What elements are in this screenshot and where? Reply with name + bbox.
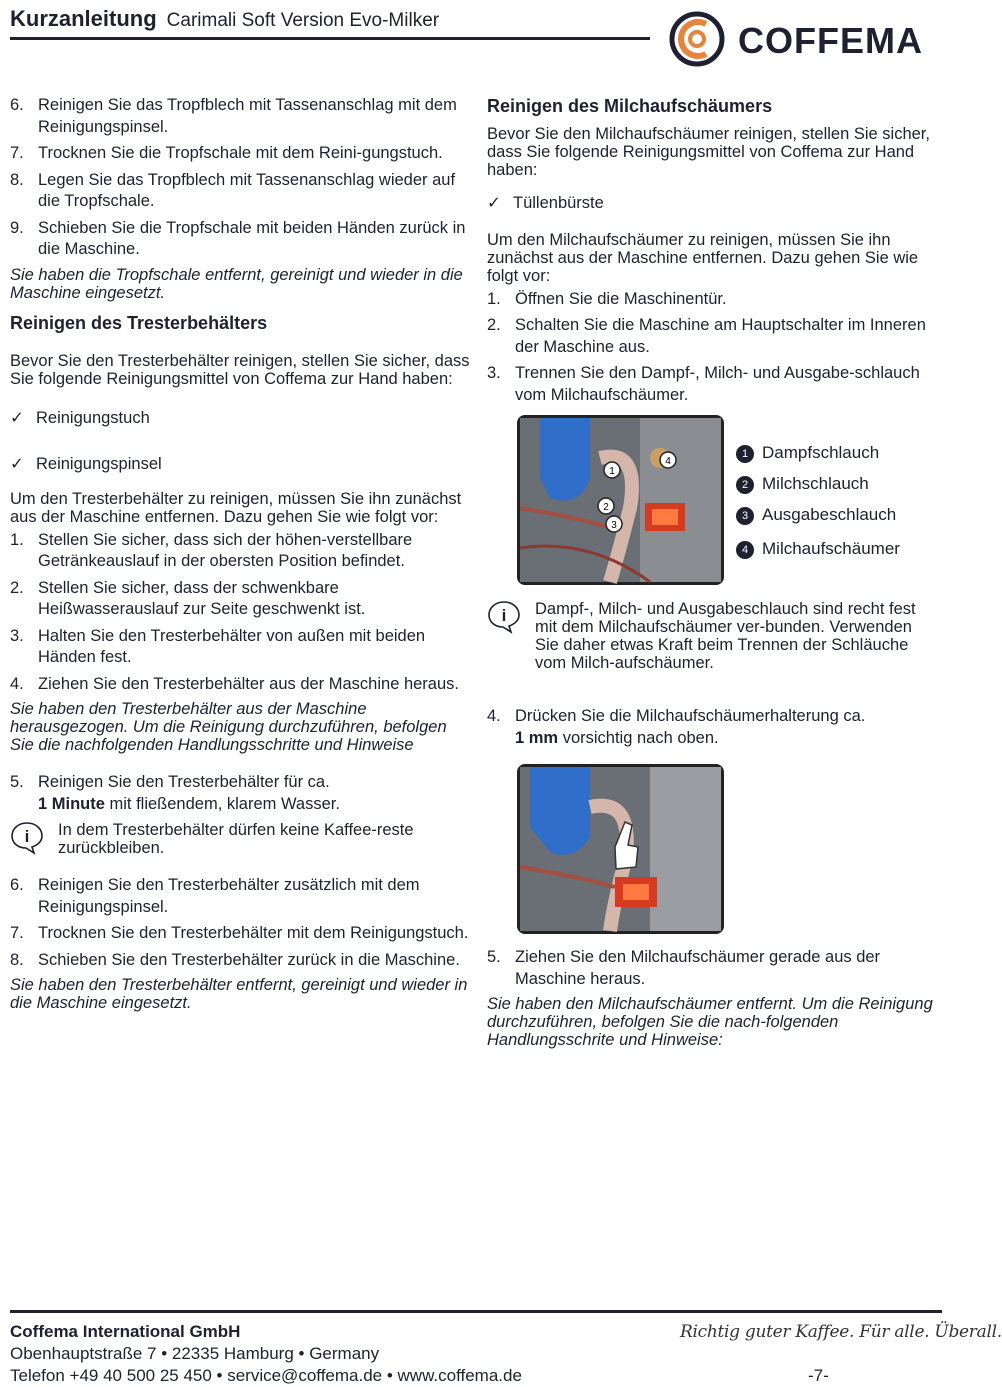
list-item: 4. Drücken Sie die Milchaufschäumerhalterung ca. 1 mm vorsichtig nach oben. [487, 707, 866, 747]
legend-item: 4 Milchaufschäumer [736, 539, 900, 559]
section-heading: Reinigen des Milchaufschäumers [487, 96, 773, 116]
svg-text:3: 3 [611, 520, 617, 531]
result-text: Sie haben den Milchaufschäumer entfernt. Um die Reinigung durchzuführen, befolgen Sie die nach-folgenden Handlungsschrite und Hinweise: [487, 995, 933, 1049]
footer-rule [10, 1310, 942, 1313]
info-note [10, 821, 470, 857]
legend-item: 3 Ausgabeschlauch [736, 505, 896, 525]
result-text: Sie haben die Tropfschale entfernt, gereinigt und wieder in die Maschine eingesetzt. [10, 265, 463, 302]
list-item: 1. Stellen Sie sicher, dass sich der höhen-verstellbare Getränkeauslauf in der obersten Position befindet. [10, 530, 413, 570]
page-number: -7- [808, 1366, 829, 1385]
intro-text: Bevor Sie den Tresterbehälter reinigen, stellen Sie sicher, dass Sie folgende Reinigungsmittel von Coffema zur Hand haben: [10, 351, 470, 388]
list-item: 3. Halten Sie den Tresterbehälter von außen mit beiden Händen fest. [10, 626, 426, 666]
check-icon: ✓ [10, 455, 24, 473]
header-subtitle: Carimali Soft Version Evo-Milker [166, 10, 440, 31]
section-heading: Reinigen des Tresterbehälters [10, 312, 268, 333]
frother-hoses-photo [517, 415, 724, 585]
list-item: 3. Trennen Sie den Dampf-, Milch- und Ausgabe-schlauch vom Milchaufschäumer. [487, 364, 920, 404]
list-item: 8. Schieben Sie den Tresterbehälter zurück in die Maschine. [10, 950, 460, 969]
header-rule [10, 37, 650, 40]
list-item: 6. Reinigen Sie den Tresterbehälter zusätzlich mit dem Reinigungspinsel. [10, 876, 420, 916]
intro-text: Bevor Sie den Milchaufschäumer reinigen, stellen Sie sicher, dass Sie folgende Reinigungsmittel von Coffema zur Hand haben: [487, 125, 930, 179]
grounds-container-steps [10, 530, 470, 696]
svg-text:i: i [501, 606, 507, 625]
list-item: 9. Schieben Sie die Tropfschale mit beiden Händen zurück in die Maschine. [10, 218, 466, 258]
checklist-item: ✓ Reinigungspinsel [10, 454, 470, 476]
checklist-item: ✓ Tüllenbürste [487, 193, 942, 215]
list-item: 7. Trocknen Sie die Tropfschale mit dem Reini-gungstuch. [10, 144, 443, 162]
info-icon [10, 821, 44, 855]
frother-holder-photo [517, 764, 724, 934]
grounds-end-steps [10, 875, 470, 971]
list-item: 5. Ziehen Sie den Milchaufschäumer gerade aus der Maschine heraus. [487, 948, 881, 988]
result-text: Sie haben den Tresterbehälter aus der Maschine herausgezogen. Um die Reinigung durchzuführen, befolgen Sie die nachfolgenden Handlungsschritte und Hinweise [10, 700, 447, 754]
svg-text:2: 2 [603, 502, 609, 513]
header-title: Kurzanleitung [10, 6, 157, 31]
step-5 [487, 947, 942, 1049]
footer-company: Coffema International GmbH [10, 1322, 241, 1341]
list-item: 4. Ziehen Sie den Tresterbehälter aus der Maschine heraus. [10, 674, 459, 693]
list-item: 5. Reinigen Sie den Tresterbehälter für ca. 1 Minute mit fließendem, klarem Wasser. [10, 773, 340, 813]
logo-text: COFFEMA [738, 20, 923, 61]
coffema-logo-icon [668, 10, 730, 68]
intro-text: Um den Tresterbehälter zu reinigen, müssen Sie ihn zunächst aus der Maschine entfernen. Dazu gehen Sie wie folgt vor: [10, 489, 462, 526]
info-icon [487, 600, 521, 634]
footer-address: Obenhauptstraße 7 • 22335 Hamburg • Germany [10, 1344, 380, 1363]
svg-text:1: 1 [609, 466, 615, 477]
check-icon: ✓ [10, 408, 24, 427]
svg-text:4: 4 [665, 456, 671, 467]
svg-text:i: i [24, 827, 30, 846]
footer-slogan: Richtig guter Kaffee. Für alle. Überall. [680, 1322, 1002, 1342]
page-header [10, 6, 439, 32]
list-item: 8. Legen Sie das Tropfblech mit Tassenanschlag wieder auf die Tropfschale. [10, 170, 456, 210]
list-item: 2. Schalten Sie die Maschine am Hauptschalter im Inneren der Maschine aus. [487, 316, 926, 356]
result-text: Sie haben den Tresterbehälter entfernt, gereinigt und wieder in die Maschine eingesetzt. [10, 976, 468, 1012]
coffema-logo [668, 10, 948, 68]
frother-steps [487, 289, 942, 407]
footer-contact: Telefon +49 40 500 25 450 • service@coffema.de • www.coffema.de [10, 1366, 522, 1385]
checklist-item: ✓ Reinigungstuch [10, 408, 470, 430]
list-item: 6. Reinigen Sie das Tropfblech mit Tassenanschlag mit dem Reinigungspinsel. [10, 96, 457, 136]
drip-tray-steps [10, 95, 470, 261]
list-item: 1. Öffnen Sie die Maschinentür. [487, 289, 727, 308]
info-note [487, 600, 917, 672]
list-item: 7. Trocknen Sie den Tresterbehälter mit dem Reinigungstuch. [10, 924, 469, 942]
intro-text: Um den Milchaufschäumer zu reinigen, müssen Sie ihn zunächst aus der Maschine entfernen. Dazu gehen Sie wie folgt vor: [487, 230, 919, 285]
check-icon: ✓ [487, 194, 501, 212]
list-item: 2. Stellen Sie sicher, dass der schwenkbare Heißwasserauslauf zur Seite geschwenkt ist. [10, 578, 366, 618]
legend-item: 1 Dampfschlauch [736, 443, 879, 463]
step-4 [487, 706, 942, 754]
left-column [10, 95, 470, 1012]
note-text: Dampf-, Milch- und Ausgabeschlauch sind recht fest mit dem Milchaufschäumer ver-bunden. Verwenden Sie daher etwas Kraft beim Trennen der Schläuche vom Milch-aufschäumer. [535, 600, 916, 672]
step-5-list [10, 772, 470, 815]
note-text: In dem Tresterbehälter dürfen keine Kaffee-reste zurückbleiben. [58, 821, 414, 857]
legend-item: 2 Milchschlauch [736, 474, 869, 494]
right-column [487, 95, 942, 411]
